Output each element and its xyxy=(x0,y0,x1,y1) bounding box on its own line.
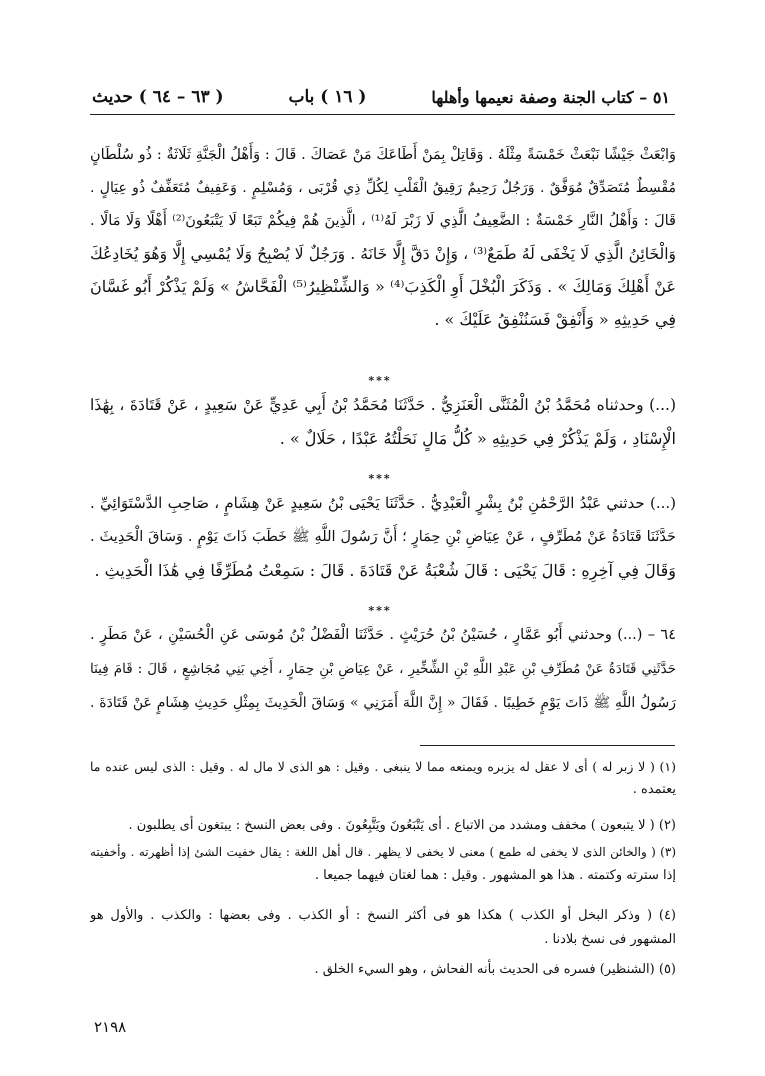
text-line: (...) وحدثناه مُحَمَّدُ بْنُ الْمُثَنَّى الْعَنَزِيُّ . حَدَّثَنَا مُحَمَّدُ بْنُ أَبِي عَدِيٍّ عَنْ سَعِيدٍ ، عَنْ قَتَادَةَ ، بِهَٰذَا xyxy=(90,396,676,414)
footnote-line: المشهور فى نسخ بلادنا . xyxy=(544,932,676,947)
footnote-line: (٥) (الشنظير) فسره فى الحديث بأنه الفحاش ، وهو السيء الخلق . xyxy=(314,962,676,977)
text-line: مُقْسِطٌ مُتَصَدِّقٌ مُوَفَّقٌ . وَرَجُلٌ رَحِيمٌ رَقِيقُ الْقَلْبِ لِكُلِّ ذِي قُرْبَى ، وَمُسْلِمٍ . وَعَفِيفٌ مُتَعَفِّفٌ ذُو عِيَالٍ . xyxy=(90,180,676,196)
section-separator: *** xyxy=(368,604,392,617)
text-line: عَنْ أَهْلِكَ وَمَالِكَ » . وَذَكَرَ الْبُخْلَ أَوِ الْكَذِبَ⁽⁴⁾ « وَالشِّنْظِيرُ⁽⁵⁾ الْفَحَّاشُ » وَلَمْ يَذْكُرْ أَبُو غَسَّانَ xyxy=(90,277,676,296)
footnote-line: (٢) ( لا يتبعون ) مخفف ومشدد من الاتباع . أى يَتْبَعُونَ ويَتَّبِعُونَ . وفى بعض النسخ : يبتغون أى يطلبون . xyxy=(128,818,676,833)
text-line: قَالَ : وَأَهْلُ النَّارِ خَمْسَةٌ : الضَّعِيفُ الَّذِي لَا زَبْرَ لَهُ⁽¹⁾ ، الَّذِينَ هُمْ فِيكُمْ تَبَعًا لَا يَتْبَعُونَ⁽²⁾ أَهْلًا وَلَا مَالًا . xyxy=(90,213,676,229)
chapter-label: ( ١٦ ) باب xyxy=(288,87,367,107)
text-line: رَسُولُ اللَّهِ ﷺ ذَاتَ يَوْمٍ خَطِيبًا . فَقَالَ « إِنَّ اللَّهَ أَمَرَنِي » وَسَاقَ الْحَدِيثَ بِمِثْلِ حَدِيثِ هِشَامٍ عَنْ قَتَادَةَ . xyxy=(90,695,676,711)
footnote-line: (٣) ( والخائن الذى لا يخفى له طمع ) معنى لا يخفى لا يظهر . قال أهل اللغة : يقال خفيت الشئ إذا أظهرته . وأخفيته xyxy=(90,845,676,859)
hadith-range: ( ٦٣ – ٦٤ ) حديث xyxy=(92,87,224,107)
page-header xyxy=(92,82,670,112)
text-line: فِي حَدِيثِهِ « وَأَنْفِقْ فَسَنُنْفِقُ عَلَيْكَ » . xyxy=(434,310,676,329)
footnote-line: (٤) ( وذكر البخل أو الكذب ) هكذا هو فى أكثر النسخ : أو الكذب . وفى بعضها : والكذب . والأول هو xyxy=(90,908,676,923)
text-line: حَدَّثَنَا قَتَادَةُ عَنْ مُطَرِّفٍ ، عَنْ عِيَاضِ بْنِ حِمَارٍ ؛ أَنَّ رَسُولَ اللَّهِ ﷺ خَطَبَ ذَاتَ يَوْمٍ . وَسَاقَ الْحَدِيثَ . xyxy=(90,529,676,545)
footnote-line: يعتمده . xyxy=(632,782,676,797)
header-divider xyxy=(90,114,675,115)
text-line: وَابْعَثْ جَيْشًا نَبْعَثْ خَمْسَةً مِثْلَهُ . وَقَاتِلْ بِمَنْ أَطَاعَكَ مَنْ عَصَاكَ . قَالَ : وَأَهْلُ الْجَنَّةِ ثَلَاثَةٌ : ذُو سُلْطَانٍ xyxy=(90,147,676,163)
text-line: (...) حدثني عَبْدُ الرَّحْمَٰنِ بْنُ بِشْرٍ الْعَبْدِيُّ . حَدَّثَنَا يَحْيَى بْنُ سَعِيدٍ عَنْ هِشَامٍ ، صَاحِبِ الدَّسْتَوَائِيِّ . xyxy=(90,494,676,512)
page-number: ٢١٩٨ xyxy=(94,1018,127,1036)
text-line: ٦٤ – (...) وحدثني أَبُو عَمَّارٍ ، حُسَيْنُ بْنُ حُرَيْثٍ . حَدَّثَنَا الْفَضْلُ بْنُ مُوسَى عَنِ الْحُسَيْنِ ، عَنْ مَطَرٍ . xyxy=(90,627,676,643)
footnote-divider xyxy=(420,745,675,746)
section-separator: *** xyxy=(368,472,392,485)
text-line: وَالْخَائِنُ الَّذِي لَا يَخْفَى لَهُ طَمَعٌ⁽³⁾ ، وَإِنْ دَقَّ إِلَّا خَانَهُ . وَرَجُلٌ لَا يُصْبِحُ وَلَا يُمْسِي إِلَّا وَهُوَ يُخَادِعُكَ xyxy=(90,245,676,263)
footnote-line: (١) ( لا زبر له ) أى لا عقل له يزبره ويمنعه مما لا ينبغى . وقيل : هو الذى لا مال له . وقيل : الذى ليس عنده ما xyxy=(90,759,676,774)
text-line: وَقَالَ فِي آخِرِهِ : قَالَ يَحْيَى : قَالَ شُعْبَةُ عَنْ قَتَادَةَ . قَالَ : سَمِعْتُ مُطَرِّفًا فِي هَٰذَا الْحَدِيثِ . xyxy=(94,561,676,580)
footnote-line: إذا سترته وكتمته . هذا هو المشهور . وقيل : هما لغتان فيهما جميعا . xyxy=(314,868,676,883)
section-separator: *** xyxy=(368,374,392,387)
text-line: حَدَّثَنِي قَتَادَةُ عَنْ مُطَرِّفِ بْنِ عَبْدِ اللَّهِ بْنِ الشِّخِّيرِ ، عَنْ عِيَاضِ بْنِ حِمَارٍ ، أَخِي بَنِي مُجَاشِعٍ ، قَالَ : قَامَ فِينَا xyxy=(90,661,676,677)
book-title: ٥١ – كتاب الجنة وصفة نعيمها وأهلها xyxy=(431,87,670,107)
text-line: الْإِسْنَادِ ، وَلَمْ يَذْكُرْ فِي حَدِيثِهِ « كُلُّ مَالٍ نَحَلْتُهُ عَبْدًا ، حَلَالٌ » . xyxy=(279,429,676,448)
